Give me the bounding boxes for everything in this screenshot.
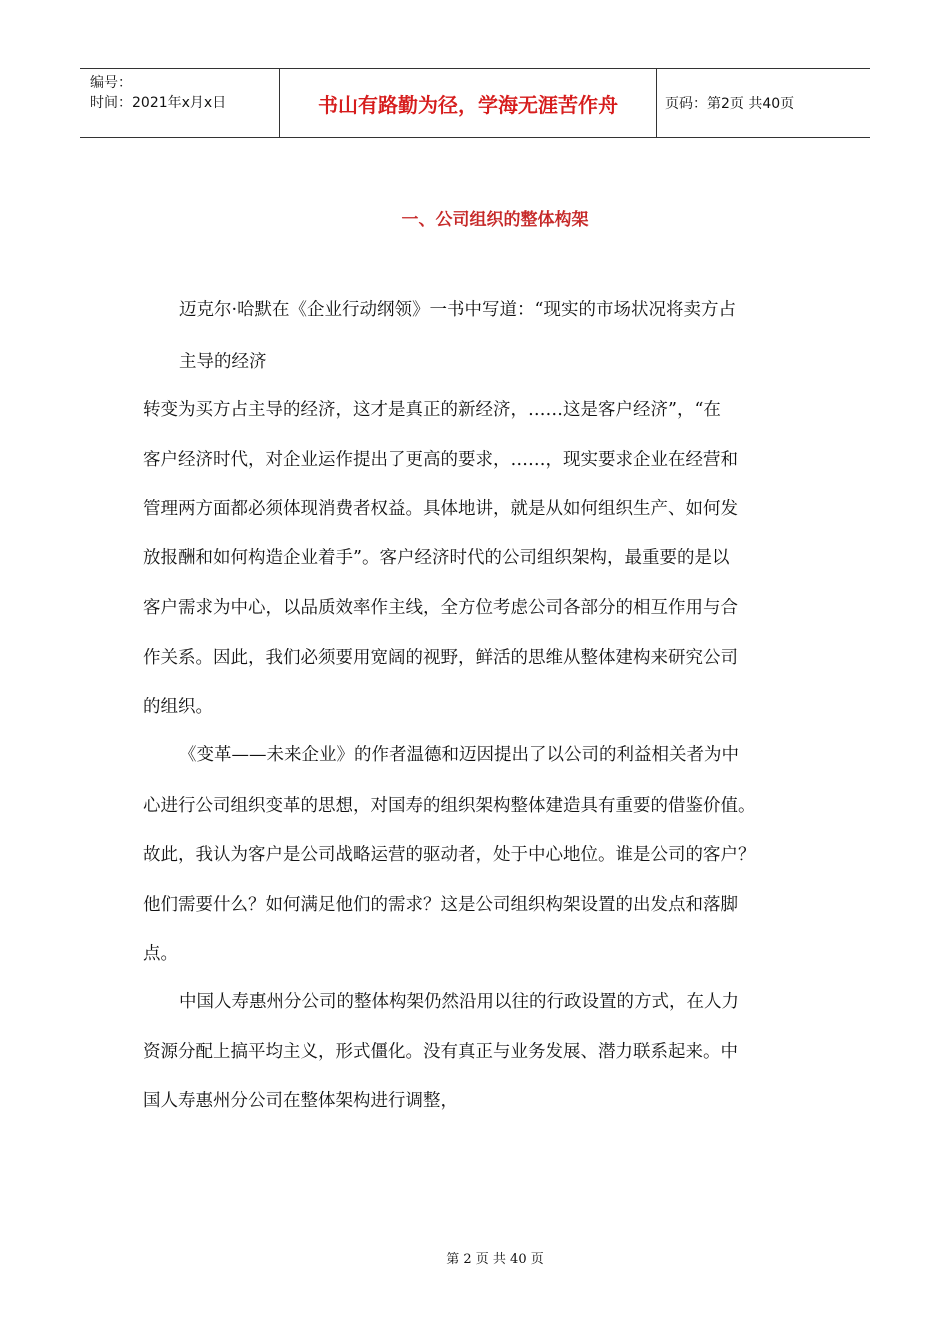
header-motto: 书山有路勤为径，学海无涯苦作舟 [280,69,657,137]
header-page-info: 页码：第2页 共40页 [665,96,795,112]
text-line: 中国人寿惠州分公司的整体构架仍然沿用以往的行政设置的方式，在人力 [179,992,739,1012]
time-label: 时间：2021年x月x日 [90,95,227,111]
text-line: 故此，我认为客户是公司战略运营的驱动者，处于中心地位。谁是公司的客户？ [143,845,756,865]
text-line: 放报酬和如何构造企业着手”。客户经济时代的公司组织架构，最重要的是以 [143,548,730,568]
text-line: 资源分配上搞平均主义，形式僵化。没有真正与业务发展、潜力联系起来。中 [143,1042,738,1062]
section-title: 一、公司组织的整体构架 [401,210,589,230]
text-line: 管理两方面都必须体现消费者权益。具体地讲，就是从如何组织生产、如何发 [143,499,738,519]
text-line: 国人寿惠州分公司在整体架构进行调整， [143,1091,458,1111]
text-line: 《变革——未来企业》的作者温德和迈因提出了以公司的利益相关者为中 [179,745,739,765]
text-line: 迈克尔·哈默在《企业行动纲领》一书中写道：“现实的市场状况将卖方占 [179,300,737,320]
number-label: 编号： [90,75,132,91]
text-line: 心进行公司组织变革的思想，对国寿的组织架构整体建造具有重要的借鉴价值。 [143,796,756,816]
header-table [80,68,870,138]
text-line: 客户需求为中心，以品质效率作主线，全方位考虑公司各部分的相互作用与合 [143,598,738,618]
text-line: 他们需要什么？如何满足他们的需求？这是公司组织构架设置的出发点和落脚 [143,895,738,915]
text-line: 客户经济时代，对企业运作提出了更高的要求，……，现实要求企业在经营和 [143,450,738,470]
text-line: 作关系。因此，我们必须要用宽阔的视野，鲜活的思维从整体建构来研究公司 [143,648,738,668]
header-meta [80,69,280,137]
page-footer: 第 2 页 共 40 页 [446,1252,544,1267]
text-line: 主导的经济 [179,352,267,372]
text-line: 转变为买方占主导的经济，这才是真正的新经济，……这是客户经济”，“在 [143,400,721,420]
text-line: 点。 [143,944,178,964]
text-line: 的组织。 [143,697,213,717]
